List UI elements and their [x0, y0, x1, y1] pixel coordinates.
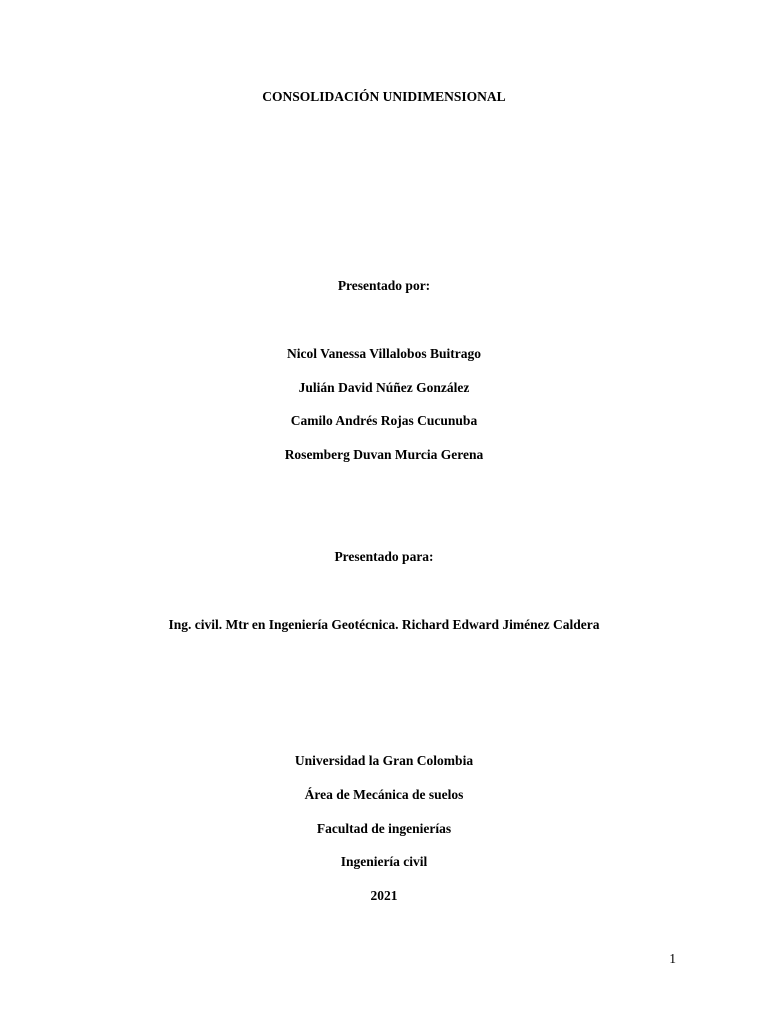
- author-name: Julián David Núñez González: [298, 380, 470, 395]
- institution-year: 2021: [370, 888, 398, 903]
- author-name: Camilo Andrés Rojas Cucunuba: [290, 413, 478, 428]
- institution-line: Facultad de ingenierías: [316, 821, 452, 836]
- document-title: CONSOLIDACIÓN UNIDIMENSIONAL: [262, 89, 506, 104]
- presented-to-label: Presentado para:: [334, 549, 434, 564]
- page-number: 1: [669, 951, 676, 966]
- institution-line: Universidad la Gran Colombia: [294, 753, 474, 768]
- author-name: Rosemberg Duvan Murcia Gerena: [284, 447, 484, 462]
- recipient-name: Ing. civil. Mtr en Ingeniería Geotécnica. Richard Edward Jiménez Caldera: [168, 617, 600, 632]
- presented-by-label: Presentado por:: [337, 278, 431, 293]
- author-name: Nicol Vanessa Villalobos Buitrago: [287, 346, 481, 361]
- institution-line: Área de Mecánica de suelos: [304, 787, 464, 802]
- institution-line: Ingeniería civil: [340, 854, 428, 869]
